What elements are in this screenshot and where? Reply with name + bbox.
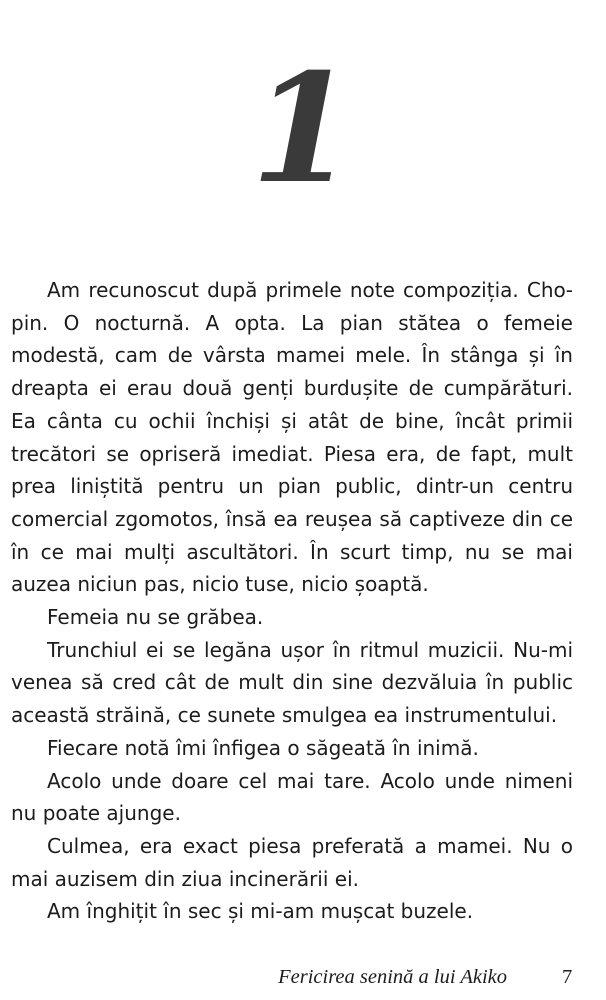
paragraph: Trunchiul ei se legăna ușor în ritmul muzicii. Nu-mi venea să cred cât de mult din sine dezvăluia în public această străină, ce sunete smulgea ea instrumentului. [11,637,573,728]
page-footer [0,964,606,994]
paragraph: Acolo unde doare cel mai tare. Acolo unde nimeni nu poate ajunge. [11,768,573,826]
chapter-body [11,274,573,928]
running-title: Fericirea senină a lui Akiko [278,966,507,988]
paragraph: Culmea, era exact piesa preferată a mamei. Nu o mai auzisem din ziua incinerării ei. [11,833,573,891]
paragraph: Am înghițit în sec și mi-am mușcat buzele. [47,899,474,924]
chapter-number: 1 [250,41,356,217]
page-number: 7 [562,966,573,988]
paragraph: Femeia nu se grăbea. [47,605,264,630]
paragraph: Am recunoscut după primele note compoziția. Chopin. O nocturnă. A opta. La pian stătea o femeie modestă, cam de vârsta mamei mele. În stânga și în dreapta ei erau două genți burdușite de cumpărături. Ea cânta cu ochii închiși și atât de bine, încât primii trecători se opriseră imediat. Piesa era, de fapt, mult prea liniștită pentru un pian public, dintr-un centru comercial zgomotos, însă ea reușea să captiveze din ce în ce mai mulți ascultători. În scurt timp, nu se mai auzea niciun pas, nicio tuse, nicio șoaptă. [11,278,573,597]
paragraph: Fiecare notă îmi înfigea o săgeată în inimă. [47,735,479,760]
